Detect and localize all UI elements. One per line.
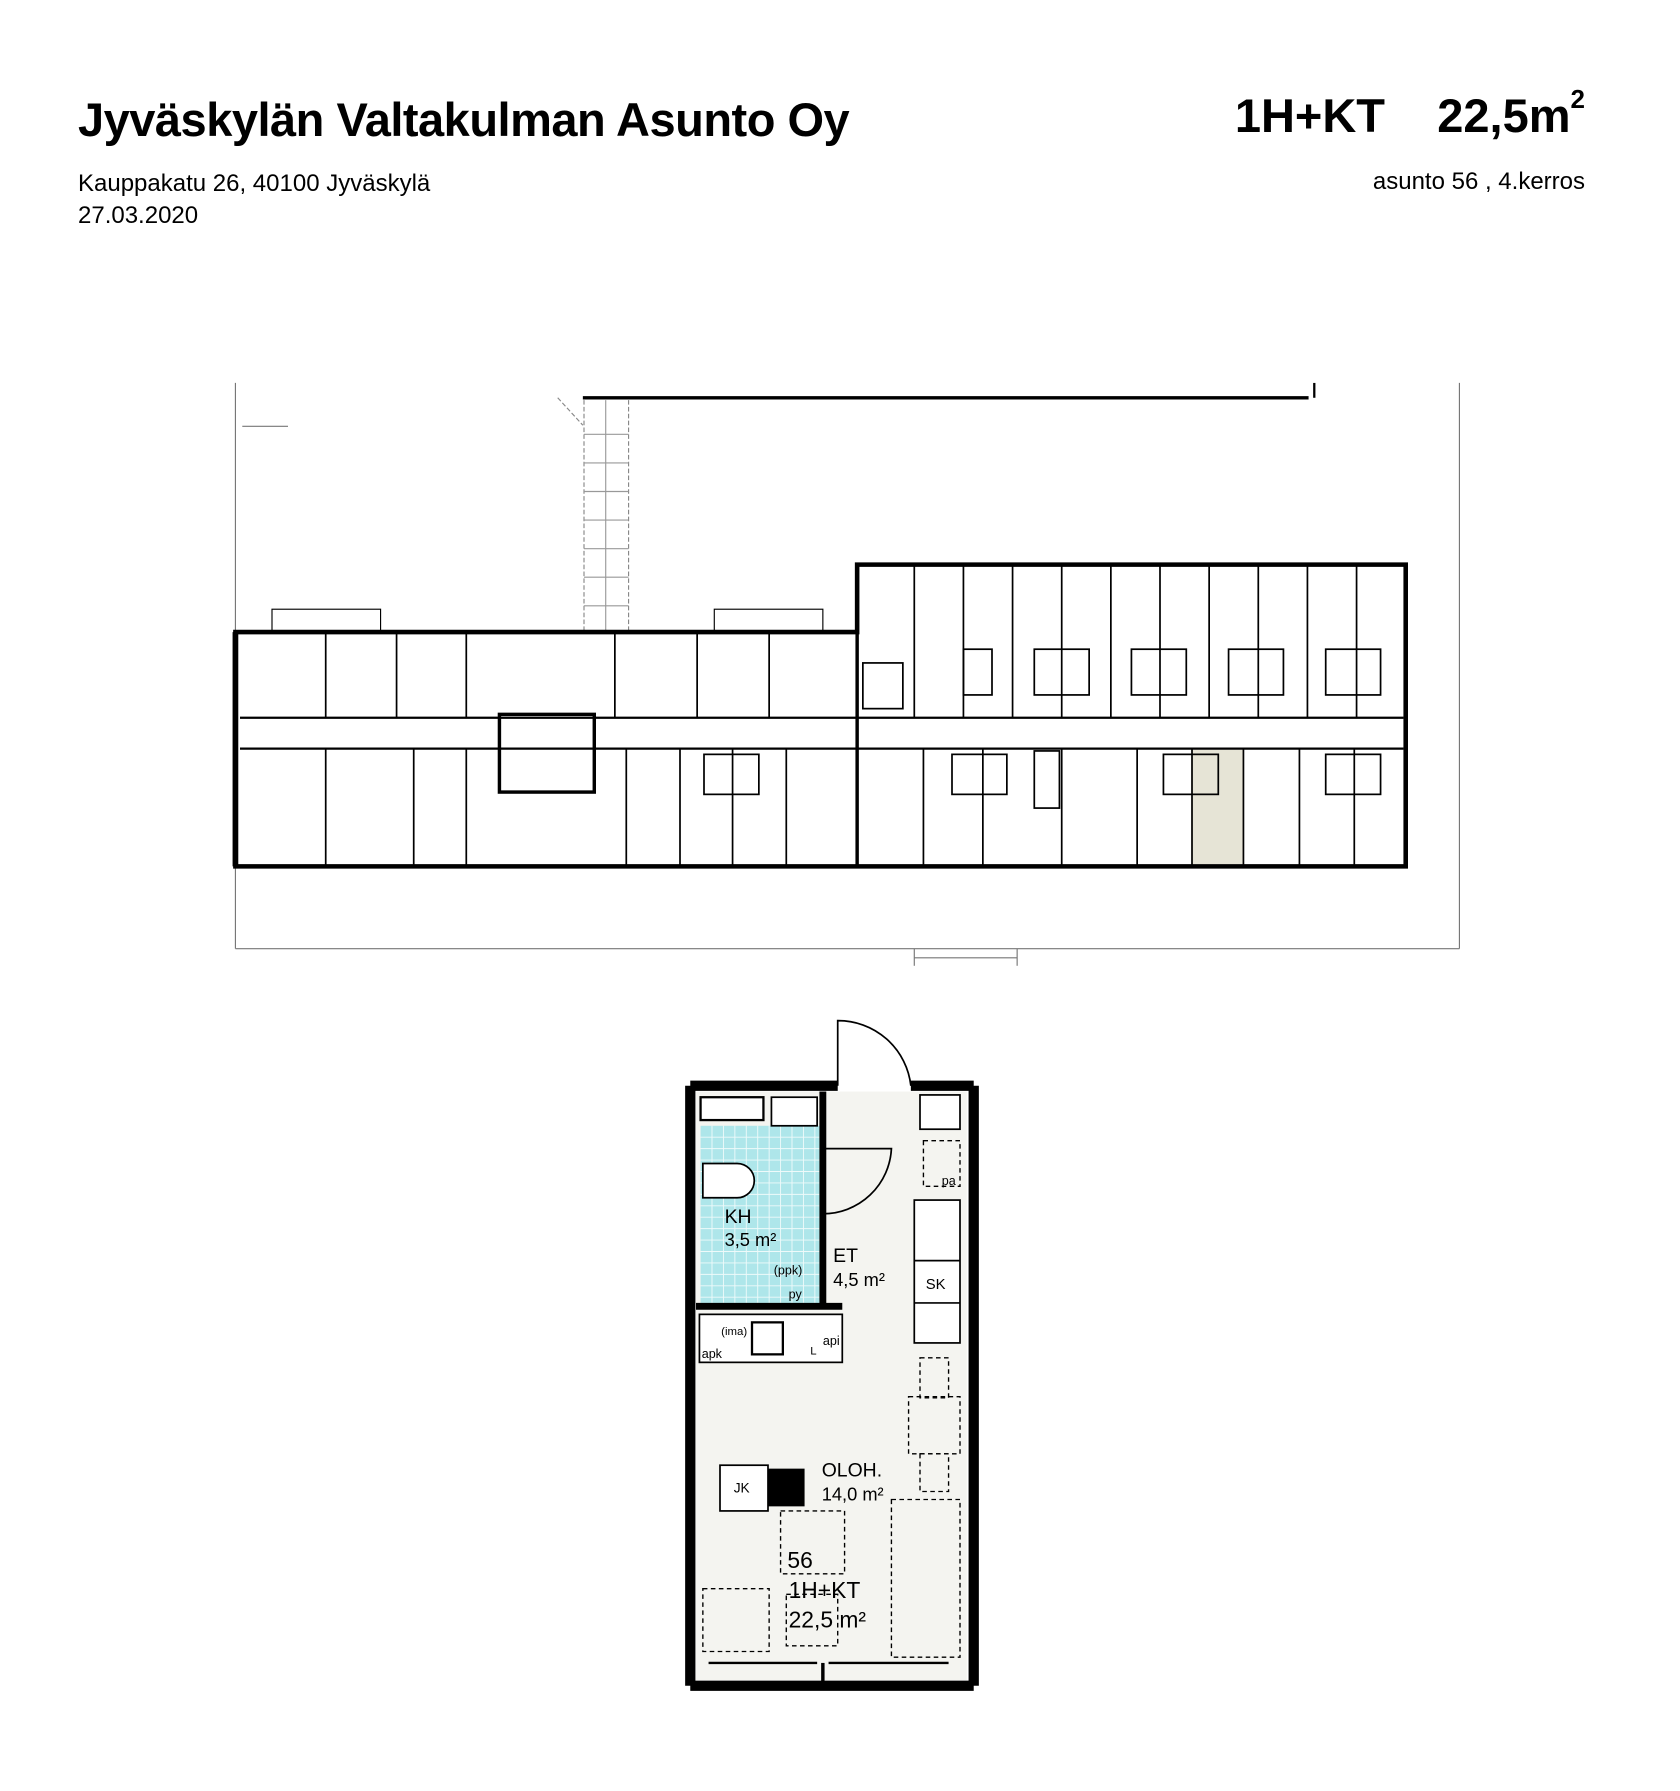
sk-label: SK bbox=[925, 1277, 946, 1294]
api-label: api bbox=[822, 1334, 840, 1349]
toilet bbox=[703, 1164, 754, 1198]
room-oloh-name: OLOH. bbox=[821, 1459, 883, 1482]
date: 27.03.2020 bbox=[78, 202, 199, 229]
ppk-label: (ppk) bbox=[773, 1263, 803, 1278]
l-label: L bbox=[810, 1345, 817, 1358]
building-floor-plan bbox=[235, 383, 1459, 966]
py-label: py bbox=[788, 1287, 802, 1302]
address: Kauppakatu 26, 40100 Jyväskylä bbox=[78, 170, 431, 197]
apk-label: apk bbox=[701, 1346, 722, 1361]
room-et-name: ET bbox=[833, 1244, 858, 1267]
sink bbox=[771, 1097, 817, 1126]
page-title: Jyväskylän Valtakulman Asunto Oy bbox=[78, 93, 850, 146]
unit-type: 1H+KT bbox=[788, 1576, 861, 1603]
area-superscript: 2 bbox=[1570, 84, 1585, 114]
jk-label: JK bbox=[733, 1480, 750, 1496]
ima-label: (ima) bbox=[721, 1325, 748, 1338]
unit-area: 22,5 m² bbox=[788, 1606, 867, 1633]
apartment-area: 22,5m bbox=[1437, 89, 1571, 142]
apartment-type: 1H+KT bbox=[1234, 89, 1386, 142]
wardrobe bbox=[914, 1200, 960, 1343]
bridge-grid bbox=[584, 400, 629, 632]
heater bbox=[768, 1469, 805, 1507]
entry-door bbox=[838, 1021, 911, 1086]
room-oloh-area: 14,0 m² bbox=[821, 1483, 884, 1505]
room-kh-name: KH bbox=[724, 1205, 752, 1228]
room-kh-area: 3,5 m² bbox=[724, 1228, 777, 1250]
apartment-info: asunto 56 , 4.kerros bbox=[1372, 168, 1585, 195]
pa-label: pa bbox=[941, 1174, 956, 1189]
unit-number: 56 bbox=[787, 1547, 813, 1574]
room-et-area: 4,5 m² bbox=[833, 1268, 885, 1290]
